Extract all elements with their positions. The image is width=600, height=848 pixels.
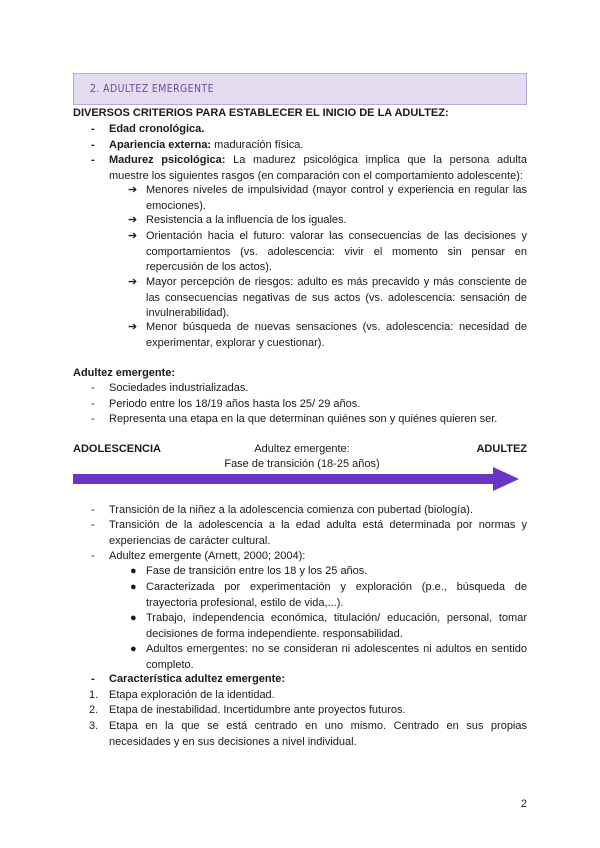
dot-bullet-icon: ● xyxy=(130,565,137,577)
maturity-sub-item: Orientación hacia el futuro: valorar las consecuencias de las decisiones y comportamientos (vs. adolescencia: vivir el momento sin pensar en repercusión de los actos). xyxy=(146,230,527,273)
arnett-item: Trabajo, independencia económica, titulación/ educación, personal, tomar decisiones de forma independiente. responsabilidad. xyxy=(146,612,527,640)
emerging-item: Sociedades industrializadas. xyxy=(109,382,249,394)
arnett-item: Fase de transición entre los 18 y los 25 años. xyxy=(146,565,368,577)
list-number: 2. xyxy=(89,704,99,716)
characteristics-heading: Característica adultez emergente: xyxy=(109,673,286,685)
characteristic-item: Etapa exploración de la identidad. xyxy=(109,689,275,701)
list-dash: - xyxy=(91,382,95,394)
page-number: 2 xyxy=(520,798,527,810)
maturity-sub-item: Menores niveles de impulsividad (mayor control y experiencia en regular las emociones). xyxy=(146,184,527,212)
section-header-box xyxy=(73,73,527,105)
transition-item: Transición de la adolescencia a la edad adulta está determinada por normas y experiencias de carácter cultural. xyxy=(109,519,527,547)
dot-bullet-icon: ● xyxy=(130,612,137,624)
maturity-sub-item: Menor búsqueda de nuevas sensaciones (vs. adolescencia: necesidad de experimentar, explorar y cuestionar). xyxy=(146,321,527,349)
timeline-center-top: Adultez emergente: xyxy=(254,443,350,455)
list-dash: - xyxy=(91,550,95,562)
list-dash: - xyxy=(91,398,95,410)
list-dash: - xyxy=(91,139,95,151)
arrow-bullet-icon: ➔ xyxy=(128,321,138,333)
maturity-label: Madurez psicológica: xyxy=(109,154,226,166)
list-dash: - xyxy=(91,123,95,135)
list-dash: - xyxy=(91,673,95,685)
emerging-heading: Adultez emergente: xyxy=(73,367,176,379)
maturity-sub-item: Resistencia a la influencia de los iguales. xyxy=(146,214,347,226)
arnett-item: Adultos emergentes: no se consideran ni adolescentes ni adultos en sentido completo. xyxy=(146,643,527,671)
arrow-bullet-icon: ➔ xyxy=(128,276,138,288)
timeline-left-label: ADOLESCENCIA xyxy=(73,443,162,455)
dot-bullet-icon: ● xyxy=(130,581,137,593)
transition-item: Transición de la niñez a la adolescencia comienza con pubertad (biología). xyxy=(109,504,474,516)
criteria-heading: DIVERSOS CRITERIOS PARA ESTABLECER EL INICIO DE LA ADULTEZ: xyxy=(73,107,449,119)
timeline-center-bottom: Fase de transición (18-25 años) xyxy=(224,458,380,470)
timeline-arrow-bar xyxy=(73,474,493,484)
characteristic-item: Etapa en la que se está centrado en uno mismo. Centrado en sus propias necesidades y en sus decisiones a nivel individual. xyxy=(109,720,527,748)
arrow-bullet-icon: ➔ xyxy=(128,214,138,226)
list-dash: - xyxy=(91,413,95,425)
appearance-label: Apariencia externa: xyxy=(109,139,212,151)
criteria-age: Edad cronológica. xyxy=(109,123,205,135)
arrow-bullet-icon: ➔ xyxy=(128,230,138,242)
list-dash: - xyxy=(91,504,95,516)
list-dash: - xyxy=(91,519,95,531)
maturity-sub-item: Mayor percepción de riesgos: adulto es más precavido y más consciente de las consecuencias negativas de sus actos (vs. adolescencia: sensación de invulnerabilidad). xyxy=(146,276,527,319)
list-number: 1. xyxy=(89,689,99,701)
dot-bullet-icon: ● xyxy=(130,643,137,655)
characteristic-item: Etapa de inestabilidad. Incertidumbre ante proyectos futuros. xyxy=(109,704,406,716)
timeline-right-label: ADULTEZ xyxy=(476,443,527,455)
appearance-text: maduración física. xyxy=(211,139,304,151)
transition-item: Adultez emergente (Arnett, 2000; 2004): xyxy=(109,550,306,562)
arrow-bullet-icon: ➔ xyxy=(128,184,138,196)
list-number: 3. xyxy=(89,720,99,732)
maturity-text: La madurez psicológica implica que la persona adulta muestre los siguientes rasgos (en comparación con el comportamiento adolescente): xyxy=(109,154,527,182)
list-dash: - xyxy=(91,154,95,166)
timeline-arrow-head-icon xyxy=(493,467,519,491)
criteria-maturity xyxy=(109,153,527,184)
emerging-item: Representa una etapa en la que determinan quiénes son y quiénes quieren ser. xyxy=(109,413,498,425)
emerging-item: Periodo entre los 18/19 años hasta los 25/ 29 años. xyxy=(109,398,361,410)
section-title: 2. ADULTEZ EMERGENTE xyxy=(90,82,214,95)
criteria-appearance xyxy=(109,138,303,153)
arnett-item: Caracterizada por experimentación y exploración (p.e., búsqueda de trayectoria profesional, estilo de vida,...). xyxy=(146,581,527,609)
